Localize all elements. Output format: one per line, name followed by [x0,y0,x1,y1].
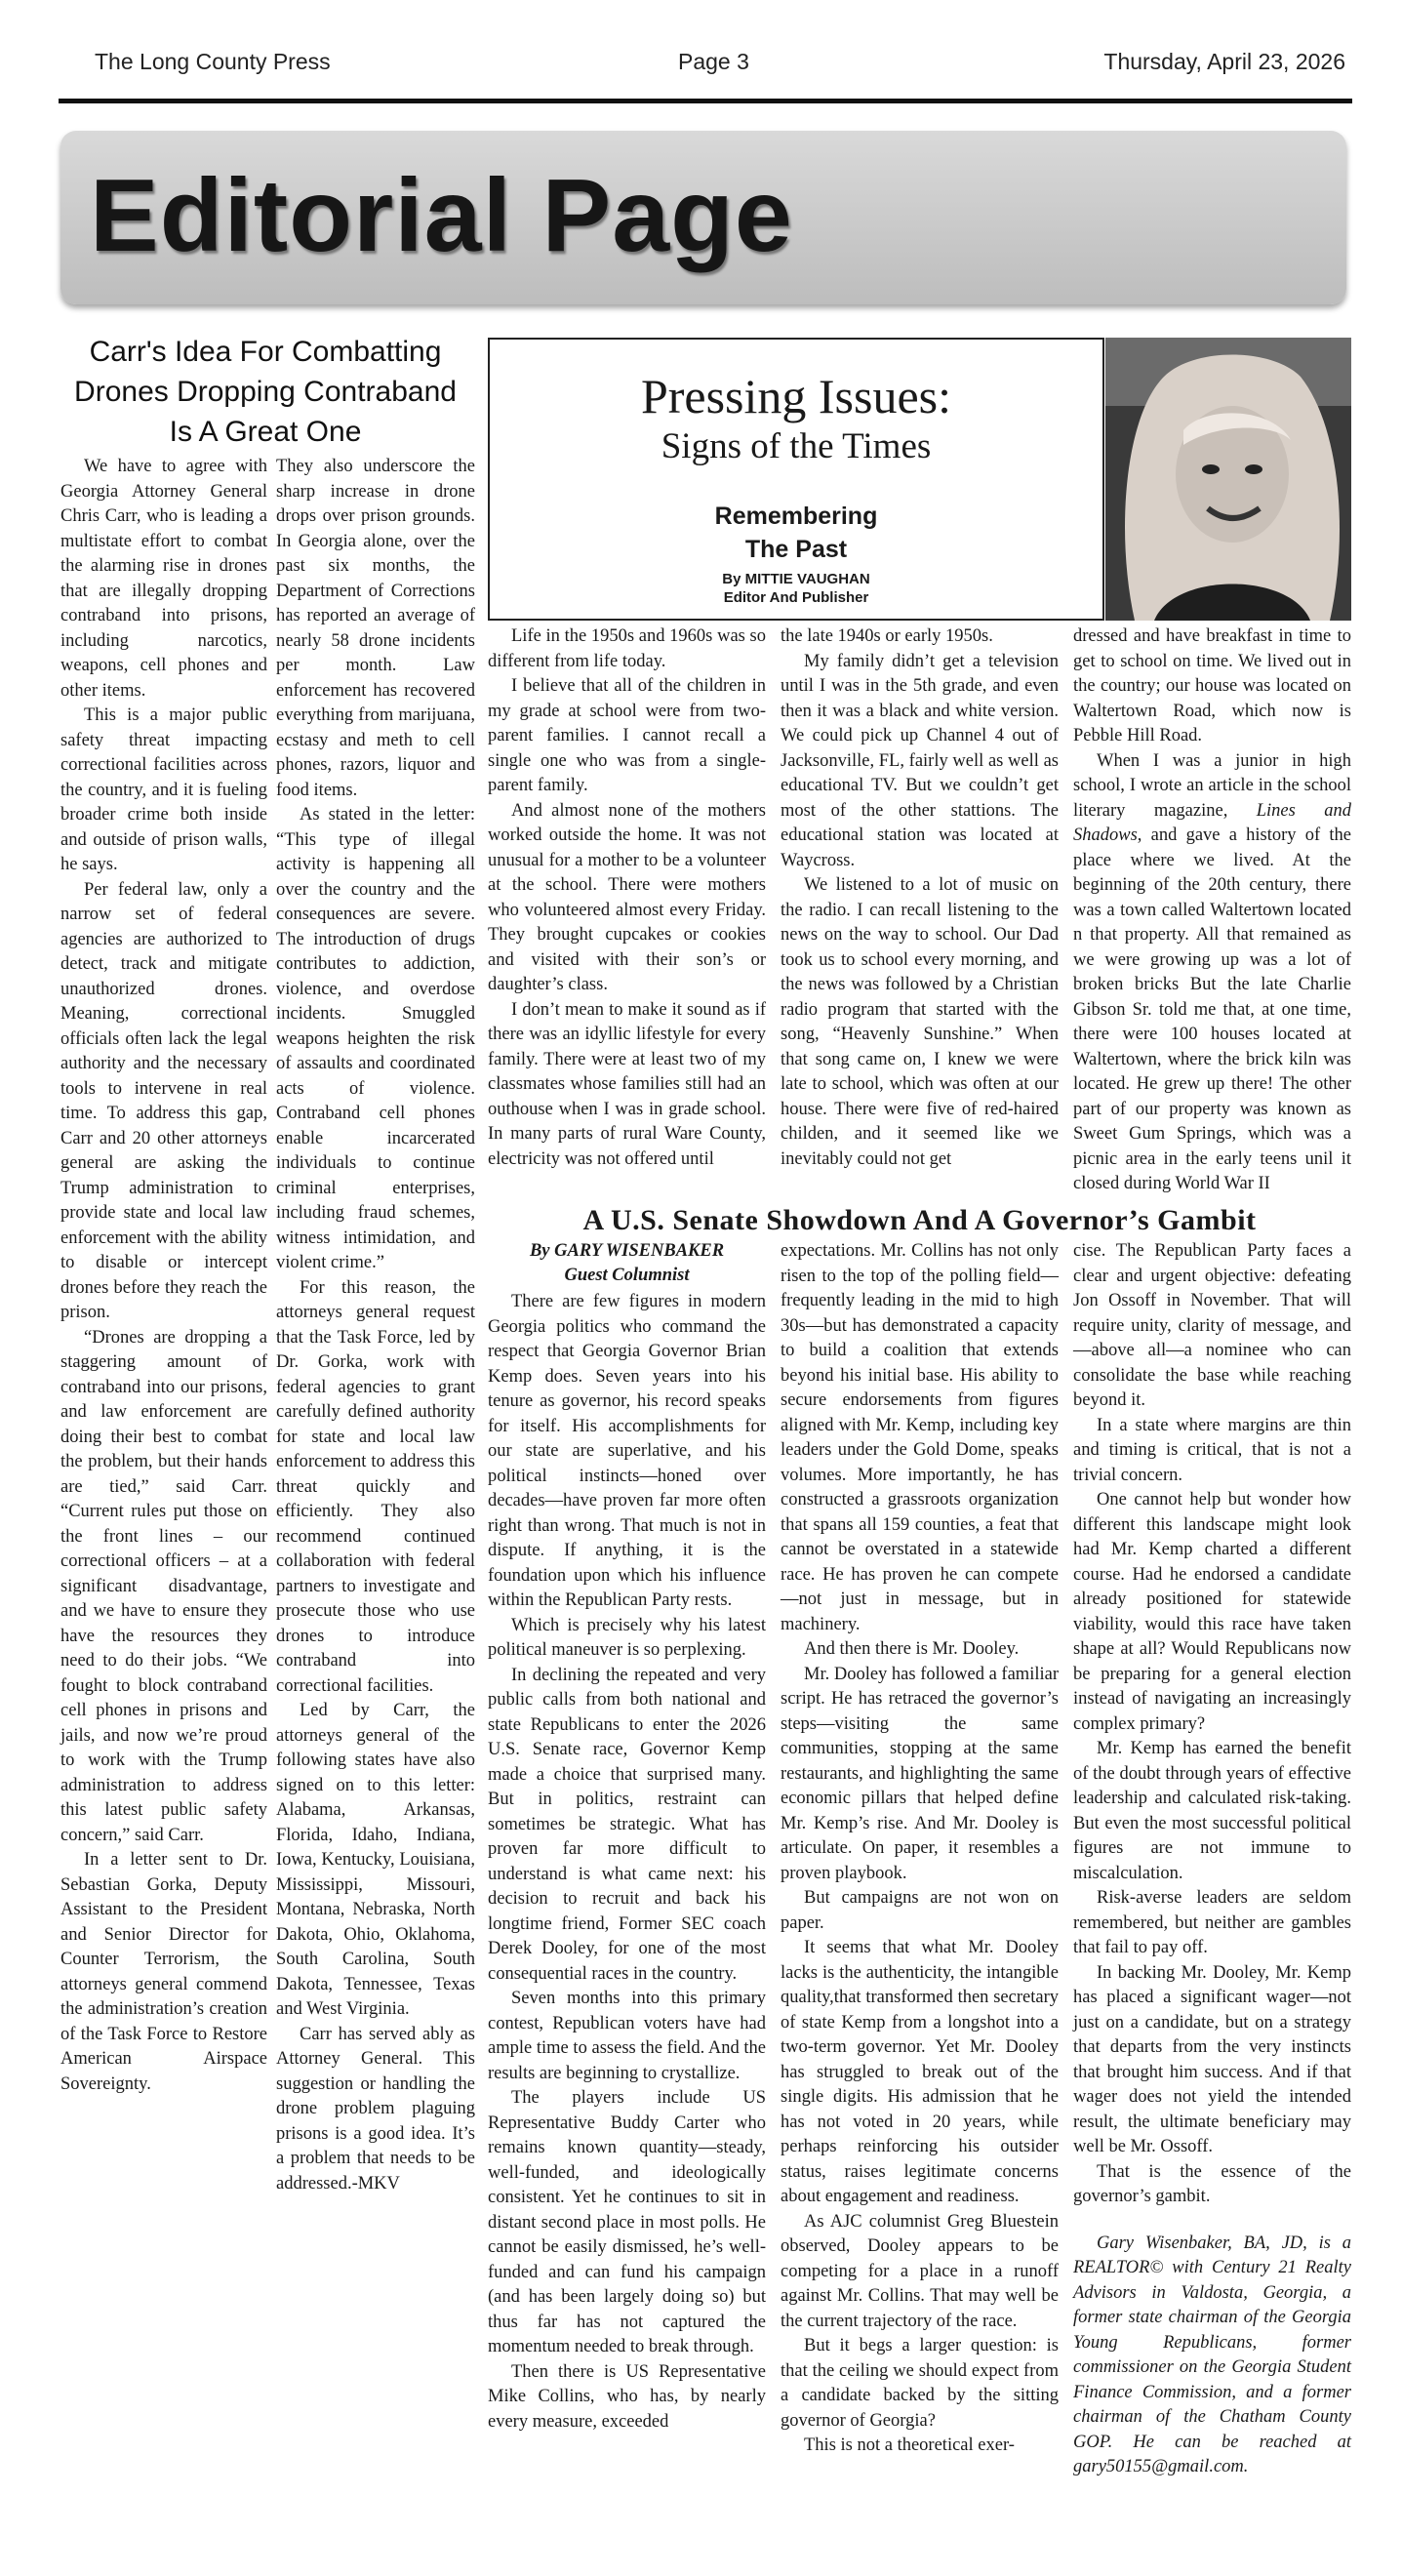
paragraph: But it begs a larger question: is that the ceiling we should expect from a candidate backed by the sitting governor of Georgia? [781,2336,1059,2431]
paragraph: And almost none of the mothers worked outside the home. It was not unusual for a mother to be a volunteer at the school. There were mothers who volunteered almost every Friday. They brought cupcakes or cookies and visited with their son’s or daughter’s class. [488,800,766,994]
paragraph: I don’t mean to make it sound as if there was an idyllic lifestyle for every family. There were at least two of my classmates whose families still had an outhouse when I was in grade school. In many parts of rural Ware County, electricity was not offered until [488,999,766,1169]
paragraph: But campaigns are not won on paper. [781,1888,1059,1933]
senate-headline: A U.S. Senate Showdown And A Governor’s Gambit [582,1204,1257,1236]
pressing-column-2 [781,624,1059,1172]
paragraph: In a letter sent to Dr. Sebastian Gorka, Deputy Assistant to the President and Senior Director for Counter Terrorism, the attorneys general commend the administration’s creation of the Task Force to Restore American Airspace Sovereignty. [60,1850,267,2094]
paragraph: “Drones are dropping a staggering amount of contraband into our prisons, and law enforcement are doing their best to combat the problem, but their hands are tied,” said Carr. “Current rules put those on the front lines – our correctional officers – at a significant disadvantage, and we have to ensure they have the resources they need to do their jobs. “We fought to block contraband cell phones in prisons and jails, and now we’re proud to work with the Trump administration to address this latest public safety concern,” said Carr. [60,1327,267,1845]
senate-column-3 [1073,1239,1351,2480]
portrait-image [1105,338,1351,621]
text-span: When I was a junior in high school, I wrote an article in the school literary magazine, [1073,750,1351,821]
magazine-title: Lines and Shadows [1073,800,1352,845]
paragraph: Per federal law, only a narrow set of federal agencies are authorized to detect, track and mitigate unauthorized drones. Meaning, correctional officials often lack the legal authority and the necessary tools to intervene in real time. To address this gap, Carr and 20 other attorneys general are asking the Trump administration to provide state and local law enforcement with the ability to disable or intercept drones before they reach the prison. [60,879,267,1322]
author-name: By MITTIE VAUGHAN [722,571,870,587]
senate-column-2 [781,1239,1059,2459]
header-rule [59,99,1352,103]
paragraph: For this reason, the attorneys general request that the Task Force, led by Dr. Gorka, work with federal agencies to grant carefully defined authority for state and local law enforcement to address this threat quickly and efficiently. They also recommend continued collaboration with federal partners to investigate and prosecute those who use drones to introduce contraband into correctional facilities. [276,1277,475,1696]
paragraph: This is a major public safety threat impacting correctional facilities across the country, and it is fueling broader crime both inside and outside of prison walls, he says. [60,705,267,874]
pressing-column-1 [488,624,766,1172]
paragraph: As AJC columnist Greg Bluestein observed, Dooley appears to be competing for a place in a runoff against Mr. Collins. That may well be the current trajectory of the race. [781,2211,1059,2331]
paragraph: I believe that all of the children in my grade at school were from two-parent families. I cannot recall a single one who was from a single-parent family. [488,676,766,795]
paragraph: Life in the 1950s and 1960s was so different from life today. [488,626,766,671]
paragraph: Seven months into this primary contest, Republican voters have had ample time to assess the field. And the results are beginning to crystallize. [488,1989,766,2083]
paragraph: cise. The Republican Party faces a clear and urgent objective: defeating Jon Ossoff in November. That will require unity, clarity of message, and—above all—a nominee who can consolidate the base while reaching beyond it. [1073,1241,1351,1410]
paragraph [1073,749,1351,1197]
paragraph: That is the essence of the governor’s gambit. [1073,2161,1351,2206]
paragraph: Mr. Kemp has earned the benefit of the doubt through years of effective leadership and calculated risk-taking. But even the most successful political figures are not immune to miscalculation. [1073,1739,1351,1883]
kicker-line: Remembering [714,503,878,530]
page-number: Page 3 [678,49,749,74]
author-role: Editor And Publisher [723,589,869,606]
paragraph: Led by Carr, the attorneys general of the following states have also signed on to this letter: Alabama, Arkansas, Florida, Idaho, Indiana, Iowa, Kentucky, Louisiana, Mississippi, Missouri, Montana, Nebraska, North Dakota, Ohio, Oklahoma, South Carolina, South Dakota, Tennessee, Texas and West Virginia. [276,1701,475,2019]
drones-headline: Carr's Idea For Combatting Drones Dropping Contraband Is A Great One [74,336,457,448]
paragraph: expectations. Mr. Collins has not only risen to the top of the polling field—frequently leading in the mid to high 30s—but has demonstrated a capacity to build a coalition that extends beyond his initial base. His ability to secure endorsements from figures aligned with Mr. Kemp, including key leaders under the Gold Dome, speaks volumes. More importantly, he has constructed a grassroots organization that spans all 159 counties, a feat that cannot be overstated in a statewide race. He has proven he can compete—not just in message, but in machinery. [781,1241,1059,1634]
section-title: Editorial Page [90,158,793,273]
paragraph: Which is precisely why his latest political maneuver is so perplexing. [488,1615,766,1660]
paragraph: And then there is Mr. Dooley. [804,1639,1020,1659]
paragraph: My family didn’t get a television until I was in the 5th grade, and even then it was a black and white version. We could pick up Channel 4 out of Jacksonville, FL, fairly well as well as educational TV. But we couldn’t get most of the other stattions. The educational station was located at Waycross. [781,651,1059,870]
column-kicker [488,500,1104,566]
paragraph: There are few figures in modern Georgia politics who command the respect that Georgia Governor Brian Kemp does. Seven years into his tenure as governor, his record speaks for itself. His accomplishments for our state are superlative, and his political instincts—honed over decades—have proven far more often right than wrong. That much is not in dispute. If anything, it is the foundation upon which his influence within the Republican Party rests. [488,1292,766,1610]
senate-byline [488,1239,766,1288]
paragraph: In declining the repeated and very public calls from both national and state Republicans to enter the 2026 U.S. Senate race, Governor Kemp made a choice that surprised many. But in politics, restraint can sometimes be strategic. What has proven far more difficult to understand is what came next: his decision to recruit and back his longtime friend, Former SEC coach Derek Dooley, for one of the most consequential races in the country. [488,1665,766,1984]
author-photo [1105,338,1351,621]
newspaper-name: The Long County Press [95,49,331,74]
pressing-column-3 [1073,624,1351,1197]
paragraph: We listened to a lot of music on the radio. I can recall listening to the news on the way to school. Our Dad took us to school every morning, and the news was followed by a Christian radio program that started with the song, “Heavenly Sunshine.” When that song came on, I knew we were late to school, which was often at our house. There were five of red-haired childen, and it seemed like we inevitably could not get [781,875,1059,1169]
paragraph: We have to agree with Georgia Attorney General Chris Carr, who is leading a multistate effort to combat the alarming rise in drones that are illegally dropping contraband into prisons, including narcotics, weapons, cell phones and other items. [60,457,267,701]
paragraph: The players include US Representative Buddy Carter who remains known quantity—steady, well-funded, and ideologically consistent. Yet he continues to sit in distant second place in most polls. He cannot be easily dismissed, he’s well-funded and can fund his campaign (and has been largely doing so) but thus far has not captured the momentum needed to break through. [488,2088,766,2356]
senate-column-1 [488,1290,766,2435]
paragraph: This is not a theoretical exer- [804,2435,1015,2455]
paragraph: They also underscore the sharp increase in drone drops over prison grounds. In Georgia alone, over the past six months, the Department of Corrections has reported an average of nearly 58 drone incidents per month. Law enforcement has recovered everything from marijuana, ecstasy and meth to cell phones, razors, liquor and food items. [276,457,475,800]
paragraph: In a state where margins are thin and timing is critical, that is not a trivial concern. [1073,1415,1351,1485]
paragraph: Mr. Dooley has followed a familiar script. He has retraced the governor’s steps—visiting the same communities, stopping at the same restaurants, and highlighting the same economic pillars that helped define Mr. Kemp’s rise. And Mr. Dooley is articulate. On paper, it resembles a proven playbook. [781,1664,1059,1883]
paragraph: In backing Mr. Dooley, Mr. Kemp has placed a significant wager—not just on a candidate, but on a strategy that departs from the very instincts that brought him success. And if that wager does not yield the intended result, the ultimate beneficiary may well be Mr. Ossoff. [1073,1962,1351,2156]
drones-column-1 [60,455,267,2097]
paragraph: As stated in the letter: “This type of illegal activity is happening all over the country and the consequences are severe. The introduction of drugs contributes to addiction, violence, and overdose incidents. Smuggled weapons heighten the risk of assaults and coordinated acts of violence. Contraband cell phones enable incarcerated individuals to continue criminal enterprises, including fraud schemes, witness intimidation, and violent crime.” [276,805,475,1272]
author-role: Guest Columnist [564,1266,690,1285]
paragraph: the late 1940s or early 1950s. [781,626,993,646]
paragraph: Then there is US Representative Mike Collins, who has, by nearly every measure, exceeded [488,2361,766,2432]
author-bio: Gary Wisenbaker, BA, JD, is a REALTOR© with Century 21 Realty Advisors in Valdosta, Georgia, a former state chairman of the Georgia Young Republicans, former commissioner on the Georgia Student Finance Commission, and a former chairman of the Chatham County GOP. He can be reached at gary50155@gmail.com. [1073,2233,1351,2476]
paragraph: dressed and have breakfast in time to get to school on time. We lived out in the country; our house was located on Waltertown Road, which now is Pebble Hill Road. [1073,626,1351,745]
column-subtitle: Signs of the Times [661,426,932,466]
kicker-line: The Past [744,536,848,563]
drones-column-2 [276,455,475,2196]
paragraph: Risk-averse leaders are seldom remembered, but neither are gambles that fail to pay off. [1073,1888,1351,1957]
text-span: , and gave a history of the place where we lived. At the beginning of the 20th century, there was a town called Waltertown located n that property. All that remained as we were growing up was a lot of broken bricks But the late Charlie Gibson Sr. told me that, at one time, there were 100 houses located at Waltertown, where the brick kiln was located. He grew up there! The other part of our property was known as Sweet Gum Springs, which was a picnic area in the early teens unil it closed during World War II [1073,825,1351,1193]
paragraph: Carr has served ably as Attorney General. This suggestion or handling the drone problem plaguing prisons is a good idea. It’s a problem that needs to be addressed.-MKV [276,2024,475,2194]
paragraph: One cannot help but wonder how different this landscape might look had Mr. Kemp charted a different course. Had he endorsed a candidate already positioned for statewide viability, would this race have taken shape at all? Would Republicans now be preparing for a general election instead of navigating an increasingly complex primary? [1073,1490,1351,1734]
column-title: Pressing Issues: [640,369,952,423]
author-name: By GARY WISENBAKER [529,1241,725,1261]
issue-date: Thursday, April 23, 2026 [1103,49,1345,74]
column-byline [488,570,1104,607]
paragraph: It seems that what Mr. Dooley lacks is the authenticity, the intangible quality,that transformed then secretary of state Kemp from a longshot into a two-term governor. Yet Mr. Dooley has struggled to break out of the single digits. His admission that he has not voted in 20 years, while perhaps reinforcing his outsider status, raises legitimate concerns about engagement and readiness. [781,1938,1059,2206]
